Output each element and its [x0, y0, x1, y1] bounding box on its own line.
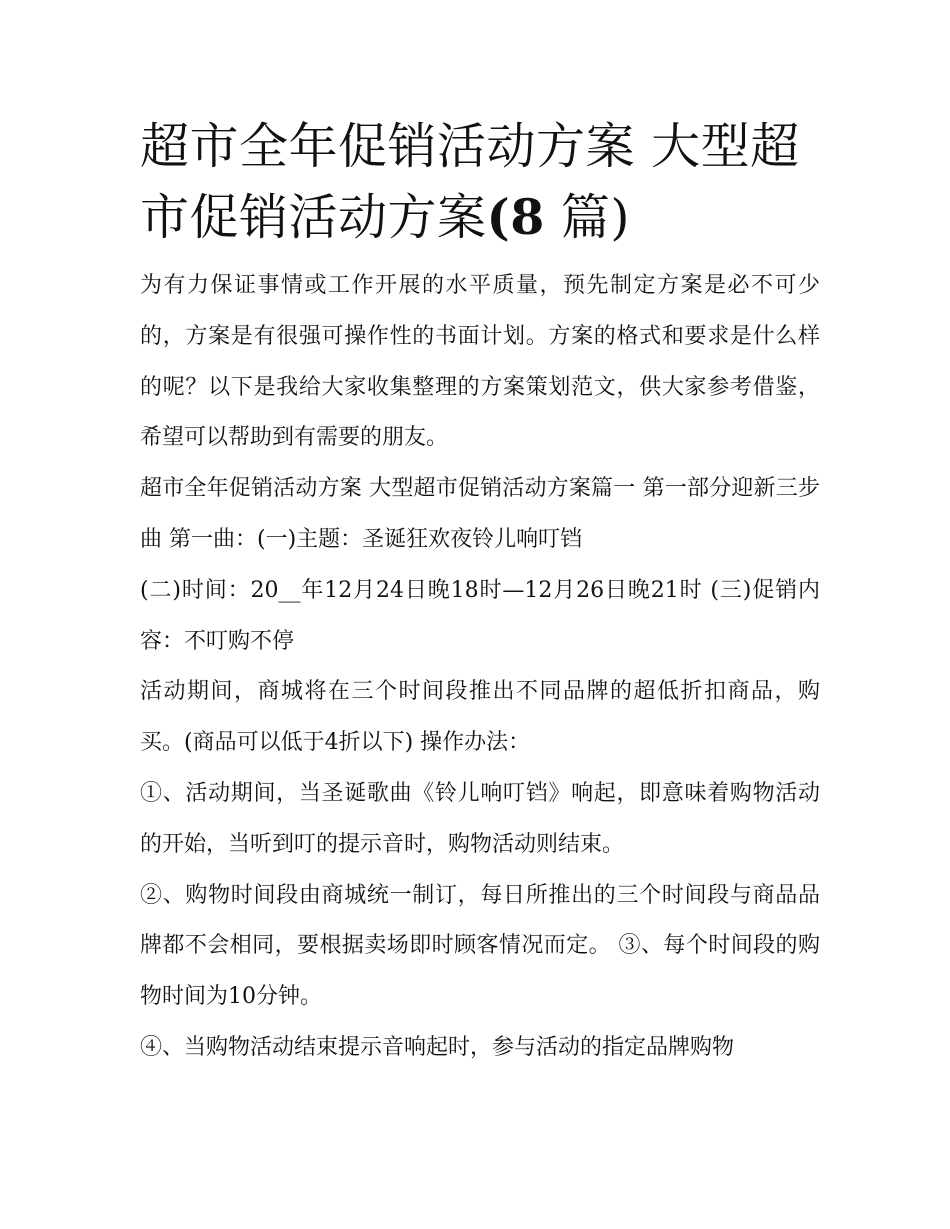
intro-paragraph: 为有力保证事情或工作开展的水平质量，预先制定方案是必不可少的，方案是有很强可操作性的书面计划。方案的格式和要求是什么样的呢？以下是我给大家收集整理的方案策划范文，供大家参考借鉴，希望可以帮助到有需要的朋友。 — [140, 273, 820, 451]
step-1-paragraph: ①、活动期间，当圣诞歌曲《铃儿响叮铛》响起，即意味着购物活动的开始，当听到叮的提示音时，购物活动则结束。 — [140, 780, 820, 857]
activity-paragraph: 活动期间，商城将在三个时间段推出不同品牌的超低折扣商品，购买。(商品可以低于4折以下) 操作办法： — [140, 679, 820, 756]
document-body — [140, 261, 820, 1074]
title-count-number: (8 — [486, 188, 545, 246]
title-count-suffix: 篇) — [560, 189, 630, 246]
step-2-3-paragraph: ②、购物时间段由商城统一制订，每日所推出的三个时间段与商品品牌都不会相同，要根据卖场即时顾客情况而定。 ③、每个时间段的购物时间为10分钟。 — [140, 882, 820, 1010]
title-text: 超市全年促销活动方案 大型超市促销活动方案 — [140, 118, 800, 246]
document-page — [140, 112, 820, 1074]
section-heading-paragraph: 超市全年促销活动方案 大型超市促销活动方案篇一 第一部分迎新三步曲 第一曲：(一)主题：圣诞狂欢夜铃儿响叮铛 — [140, 476, 820, 552]
document-title — [140, 112, 820, 253]
step-4-paragraph: ④、当购物活动结束提示音响起时，参与活动的指定品牌购物 — [140, 1034, 735, 1060]
time-content-paragraph: (二)时间：20__年12月24日晚18时—12月26日晚21时 (三)促销内容：不叮购不停 — [140, 577, 820, 654]
